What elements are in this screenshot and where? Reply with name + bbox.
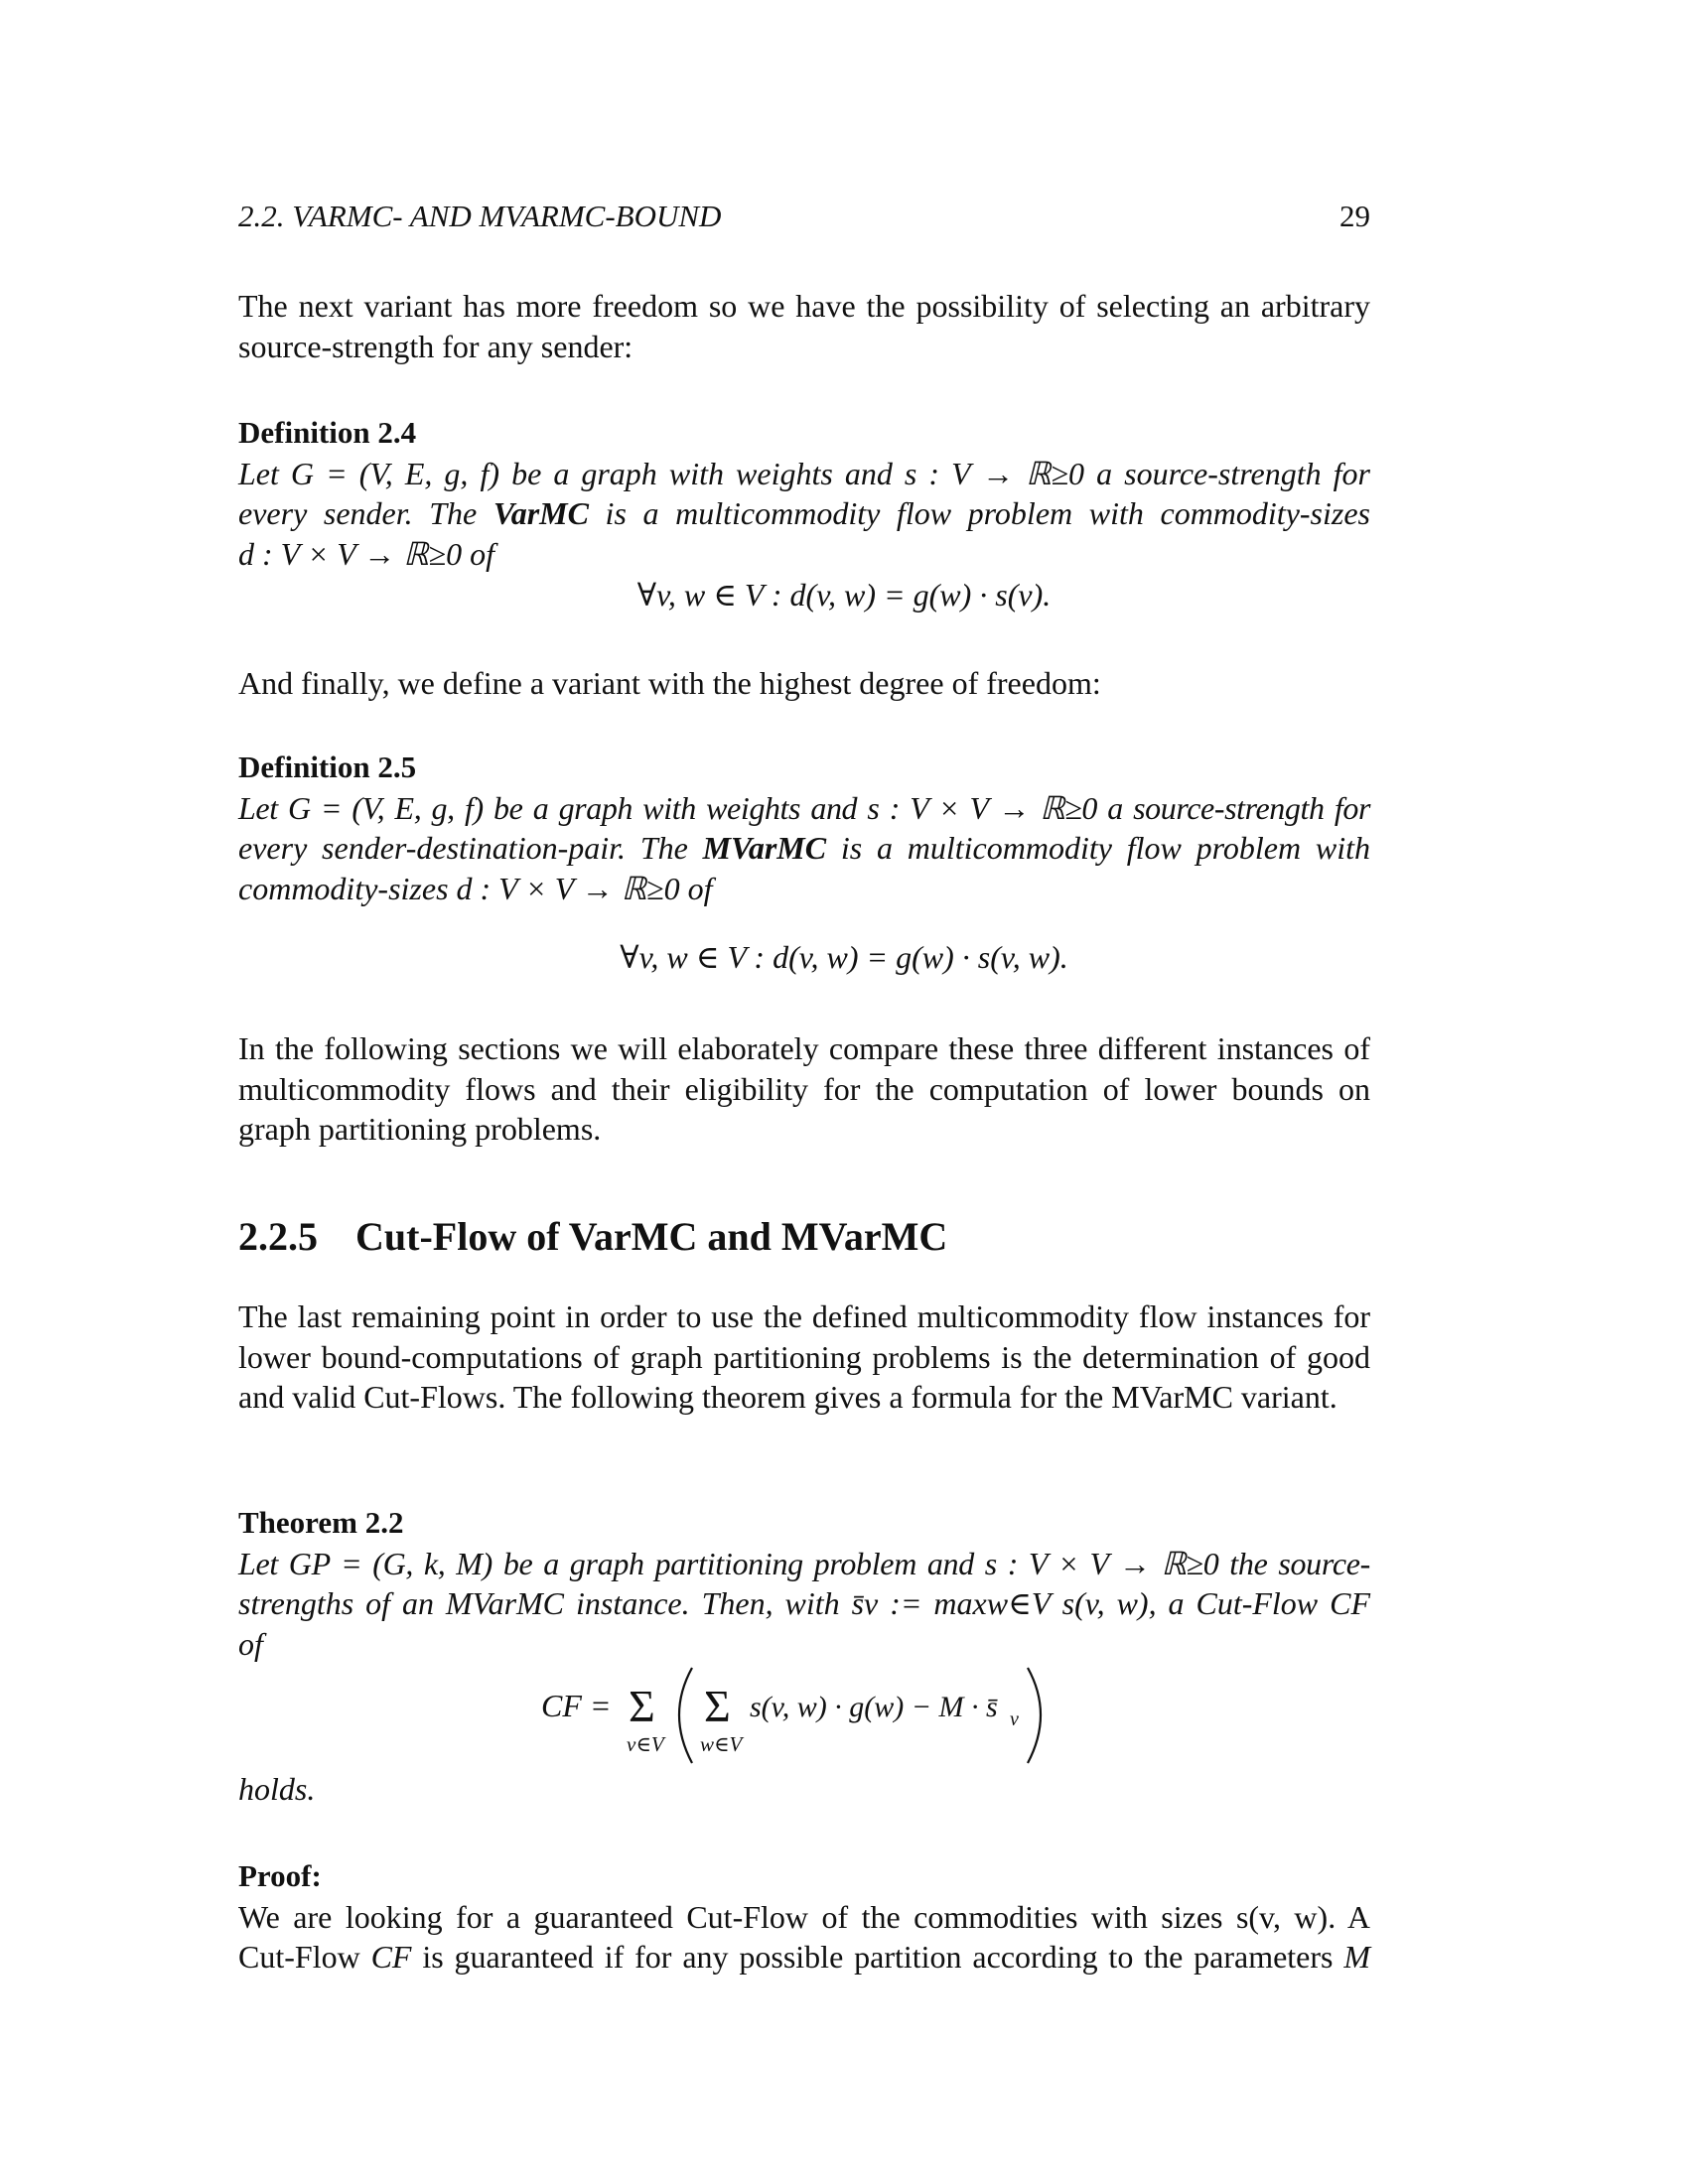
proof	[238, 1856, 1370, 1978]
definition-2-4-title: Definition 2.4	[238, 415, 417, 450]
following-sections-paragraph: In the following sections we will elaborately compare these three different instances of multicommodity flows and their eligibility for the computation of lower bounds on graph partitioning problems.	[238, 1030, 1370, 1147]
formula-body: s(v, w) · g(w) − M · s̄	[750, 1691, 998, 1723]
holds-text: holds.	[238, 1771, 316, 1807]
inner-sum-subscript: w∈V	[700, 1732, 743, 1756]
section-heading	[238, 1213, 947, 1260]
definition-2-4-line-2: every sender. The VarMC is a multicommodity flow problem with commodity-sizes	[238, 495, 1371, 531]
varmc-term: VarMC	[492, 495, 589, 531]
cut-flow-intro-paragraph: The last remaining point in order to use the defined multicommodity flow instances for lower bound-computations of graph partitioning problems is the determination of good and valid Cut-Flows. The following theorem gives a formula for the MVarMC variant.	[238, 1298, 1370, 1415]
definition-2-5-title: Definition 2.5	[238, 750, 417, 784]
theorem-2-2-line-1: Let GP = (G, k, M) be a graph partitioning problem and s : V × V → ℝ≥0 the source-	[238, 1545, 1370, 1581]
definition-2-5-line-1: Let G = (V, E, g, f) be a graph with weights and s : V × V → ℝ≥0 a source-strength for	[238, 789, 1370, 826]
cut-flow-formula-graphic	[541, 1660, 1097, 1779]
outer-sum-subscript: v∈V	[627, 1732, 664, 1756]
proof-line-2: Cut-Flow CF is guaranteed if for any possible partition according to the parameters M	[238, 1939, 1371, 1975]
section-number: 2.2.5	[238, 1214, 318, 1259]
running-title: 2.2. VARMC- AND MVARMC-BOUND	[238, 199, 722, 233]
page-number: 29	[1339, 199, 1370, 233]
formula-lhs: CF =	[541, 1688, 612, 1723]
proof-title: Proof:	[238, 1858, 322, 1893]
right-parenthesis	[1028, 1668, 1041, 1763]
outer-sum-symbol: Σ	[629, 1681, 655, 1731]
section-title: Cut-Flow of VarMC and MVarMC	[355, 1214, 948, 1259]
formula-body-subscript: v	[1010, 1708, 1019, 1730]
definition-2-5	[238, 748, 1370, 908]
theorem-2-2	[238, 1503, 1370, 1664]
intro-paragraph: The next variant has more freedom so we have the possibility of selecting an arbitrary source-strength for any sender:	[238, 288, 1370, 364]
equation-varmc: ∀v, w ∈ V : d(v, w) = g(w) · s(v).	[636, 577, 1052, 613]
cut-flow-formula	[541, 1660, 1097, 1779]
definition-2-5-line-3: commodity-sizes d : V × V → ℝ≥0 of	[238, 870, 713, 906]
definition-2-4-line-3: d : V × V → ℝ≥0 of	[238, 535, 494, 572]
definition-2-5-line-2: every sender-destination-pair. The MVarMC is a multicommodity flow problem with	[238, 830, 1370, 866]
final-variant-paragraph: And finally, we define a variant with the highest degree of freedom:	[238, 665, 1101, 701]
equation-mvarmc: ∀v, w ∈ V : d(v, w) = g(w) · s(v, w).	[620, 939, 1068, 975]
running-header	[238, 199, 1370, 242]
definition-2-4	[238, 413, 1370, 574]
proof-line-1: We are looking for a guaranteed Cut-Flow of the commodities with sizes s(v, w). A	[238, 1898, 1370, 1935]
theorem-2-2-line-3: of	[238, 1625, 263, 1662]
theorem-2-2-title: Theorem 2.2	[238, 1505, 404, 1540]
definition-2-4-line-1: Let G = (V, E, g, f) be a graph with weights and s : V → ℝ≥0 a source-strength for	[238, 455, 1370, 491]
theorem-2-2-line-2: strengths of an MVarMC instance. Then, with s̄v := maxw∈V s(v, w), a Cut-Flow CF	[238, 1585, 1370, 1621]
inner-sum-symbol: Σ	[704, 1681, 731, 1731]
mvarmc-term: MVarMC	[702, 830, 827, 866]
left-parenthesis	[679, 1668, 692, 1763]
